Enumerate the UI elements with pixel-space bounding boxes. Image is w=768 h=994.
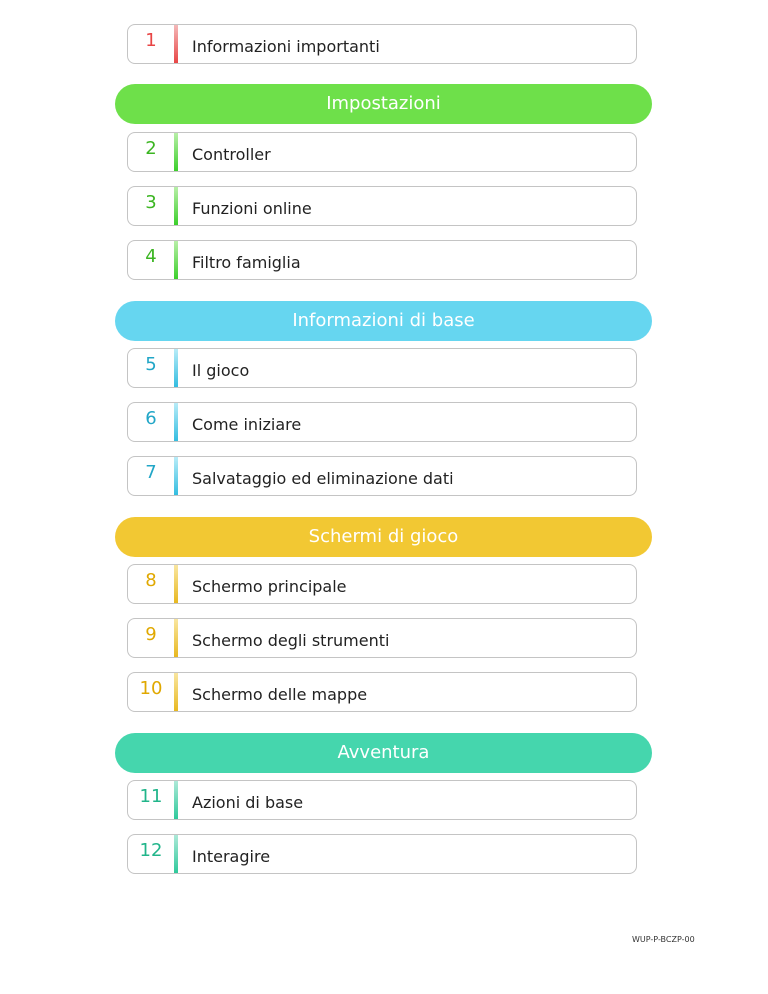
toc-item-schermo-degli-strumenti[interactable] xyxy=(127,618,637,658)
item-accent-bar xyxy=(174,565,178,603)
item-number: 5 xyxy=(145,354,157,375)
toc-item-informazioni-importanti[interactable] xyxy=(127,24,637,64)
toc-item-funzioni-online[interactable] xyxy=(127,186,637,226)
item-accent-bar xyxy=(174,241,178,279)
item-label: Come iniziare xyxy=(192,415,302,434)
item-number: 1 xyxy=(145,30,157,51)
toc-item-interagire[interactable] xyxy=(127,834,637,874)
item-label: Salvataggio ed eliminazione dati xyxy=(192,469,454,488)
item-label: Interagire xyxy=(192,847,271,866)
item-accent-bar xyxy=(174,835,178,873)
item-accent-bar xyxy=(174,187,178,225)
toc-item-filtro-famiglia[interactable] xyxy=(127,240,637,280)
item-label: Schermo principale xyxy=(192,577,347,596)
section-header-informazioni-di-base: Informazioni di base xyxy=(115,301,652,341)
item-accent-bar xyxy=(174,619,178,657)
toc-item-schermo-delle-mappe[interactable] xyxy=(127,672,637,712)
toc-item-il-gioco[interactable] xyxy=(127,348,637,388)
product-code: WUP-P-BCZP-00 xyxy=(632,935,695,944)
toc-item-salvataggio-ed-eliminazione-dati[interactable] xyxy=(127,456,637,496)
item-accent-bar xyxy=(174,25,178,63)
item-number: 12 xyxy=(139,840,163,861)
section-header-impostazioni: Impostazioni xyxy=(115,84,652,124)
item-number: 9 xyxy=(145,624,157,645)
item-number: 10 xyxy=(139,678,163,699)
item-number: 6 xyxy=(145,408,157,429)
item-accent-bar xyxy=(174,781,178,819)
item-number: 7 xyxy=(145,462,157,483)
item-number: 4 xyxy=(145,246,157,267)
item-accent-bar xyxy=(174,349,178,387)
item-label: Funzioni online xyxy=(192,199,312,218)
item-number: 3 xyxy=(145,192,157,213)
item-number: 11 xyxy=(139,786,163,807)
item-label: Controller xyxy=(192,145,271,164)
item-accent-bar xyxy=(174,457,178,495)
item-number: 8 xyxy=(145,570,157,591)
item-accent-bar xyxy=(174,133,178,171)
item-accent-bar xyxy=(174,673,178,711)
item-accent-bar xyxy=(174,403,178,441)
item-label: Azioni di base xyxy=(192,793,304,812)
toc-item-come-iniziare[interactable] xyxy=(127,402,637,442)
toc-item-azioni-di-base[interactable] xyxy=(127,780,637,820)
item-label: Informazioni importanti xyxy=(192,37,380,56)
item-label: Schermo degli strumenti xyxy=(192,631,390,650)
section-header-schermi-di-gioco: Schermi di gioco xyxy=(115,517,652,557)
item-label: Schermo delle mappe xyxy=(192,685,368,704)
item-label: Il gioco xyxy=(192,361,250,380)
item-label: Filtro famiglia xyxy=(192,253,301,272)
section-header-avventura: Avventura xyxy=(115,733,652,773)
toc-item-schermo-principale[interactable] xyxy=(127,564,637,604)
toc-item-controller[interactable] xyxy=(127,132,637,172)
item-number: 2 xyxy=(145,138,157,159)
